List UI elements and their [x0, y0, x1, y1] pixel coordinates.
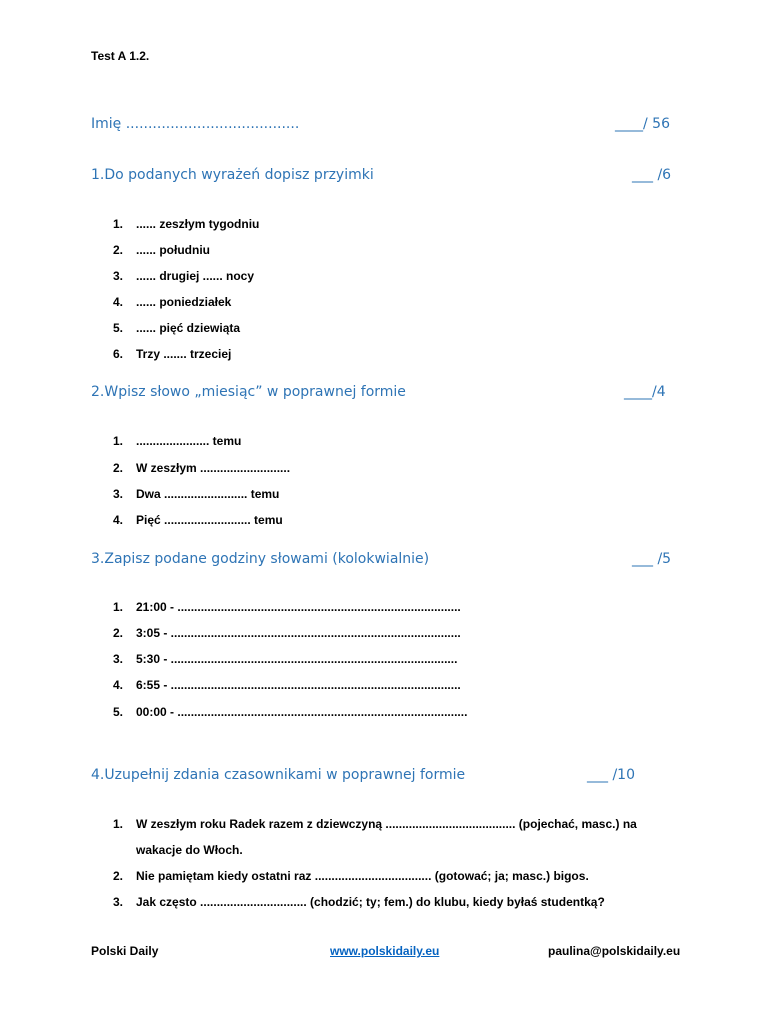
item-number: 5. [112, 321, 123, 335]
item-text: 6:55 - ....................................................................................... [136, 678, 461, 692]
item-text: ...... południu [136, 243, 210, 257]
item-text: Trzy ....... trzeciej [136, 347, 232, 361]
total-score: ____/ 56 [615, 116, 670, 132]
item-text: W zeszłym roku Radek razem z dziewczyną ....................................... (pojechać, masc.) na [136, 817, 637, 831]
item-text: Dwa ......................... temu [136, 487, 280, 501]
item-text: Jak często ................................ (chodzić; ty; fem.) do klubu, kiedy byłaś studentką? [136, 895, 605, 909]
item-number: 3. [112, 652, 123, 666]
item-text: 21:00 - ..................................................................................... [136, 600, 461, 614]
item-number: 4. [112, 295, 123, 309]
footer-email: paulina@polskidaily.eu [548, 944, 681, 958]
footer-website-link[interactable]: www.polskidaily.eu [330, 944, 440, 958]
item-text: ...................... temu [136, 434, 242, 448]
item-number: 2. [112, 243, 123, 257]
item-number: 6. [112, 347, 123, 361]
test-title: Test A 1.2. [91, 49, 150, 63]
section1-title: 1.Do podanych wyrażeń dopisz przyimki [91, 167, 374, 183]
item-text: 3:05 - ....................................................................................... [136, 626, 461, 640]
footer-brand: Polski Daily [91, 944, 159, 958]
item-text: Pięć .......................... temu [136, 513, 283, 527]
item-number: 2. [112, 869, 123, 883]
item-text: ...... poniedziałek [136, 295, 232, 309]
item-text: 00:00 - ....................................................................................... [136, 705, 468, 719]
item-text: ...... zeszłym tygodniu [136, 217, 260, 231]
item-number: 4. [112, 678, 123, 692]
item-number: 1. [112, 434, 123, 448]
item-number: 3. [112, 269, 123, 283]
item-text: ...... pięć dziewiąta [136, 321, 241, 335]
section3-title: 3.Zapisz podane godziny słowami (kolokwialnie) [91, 551, 430, 567]
section1-score: ___ /6 [632, 167, 672, 183]
item-text-continuation: wakacje do Włoch. [136, 843, 243, 857]
item-number: 1. [112, 217, 123, 231]
item-number: 4. [112, 513, 123, 527]
item-text: 5:30 - ...................................................................................... [136, 652, 458, 666]
item-text: Nie pamiętam kiedy ostatni raz ................................... (gotować; ja; masc.) bigos. [136, 869, 589, 883]
item-number: 2. [112, 461, 123, 475]
name-field-label: Imię ....................................... [91, 116, 300, 132]
item-number: 3. [112, 895, 123, 909]
item-text: W zeszłym ........................... [136, 461, 291, 475]
section4-score: ___ /10 [587, 767, 635, 783]
item-number: 3. [112, 487, 123, 501]
section2-title: 2.Wpisz słowo „miesiąc” w poprawnej formie [91, 384, 406, 400]
item-number: 5. [112, 705, 123, 719]
item-number: 1. [112, 817, 123, 831]
section4-title: 4.Uzupełnij zdania czasownikami w poprawnej formie [91, 767, 466, 783]
item-number: 1. [112, 600, 123, 614]
section2-score: ____/4 [624, 384, 666, 400]
item-text: ...... drugiej ...... nocy [136, 269, 255, 283]
section3-score: ___ /5 [632, 551, 672, 567]
item-number: 2. [112, 626, 123, 640]
